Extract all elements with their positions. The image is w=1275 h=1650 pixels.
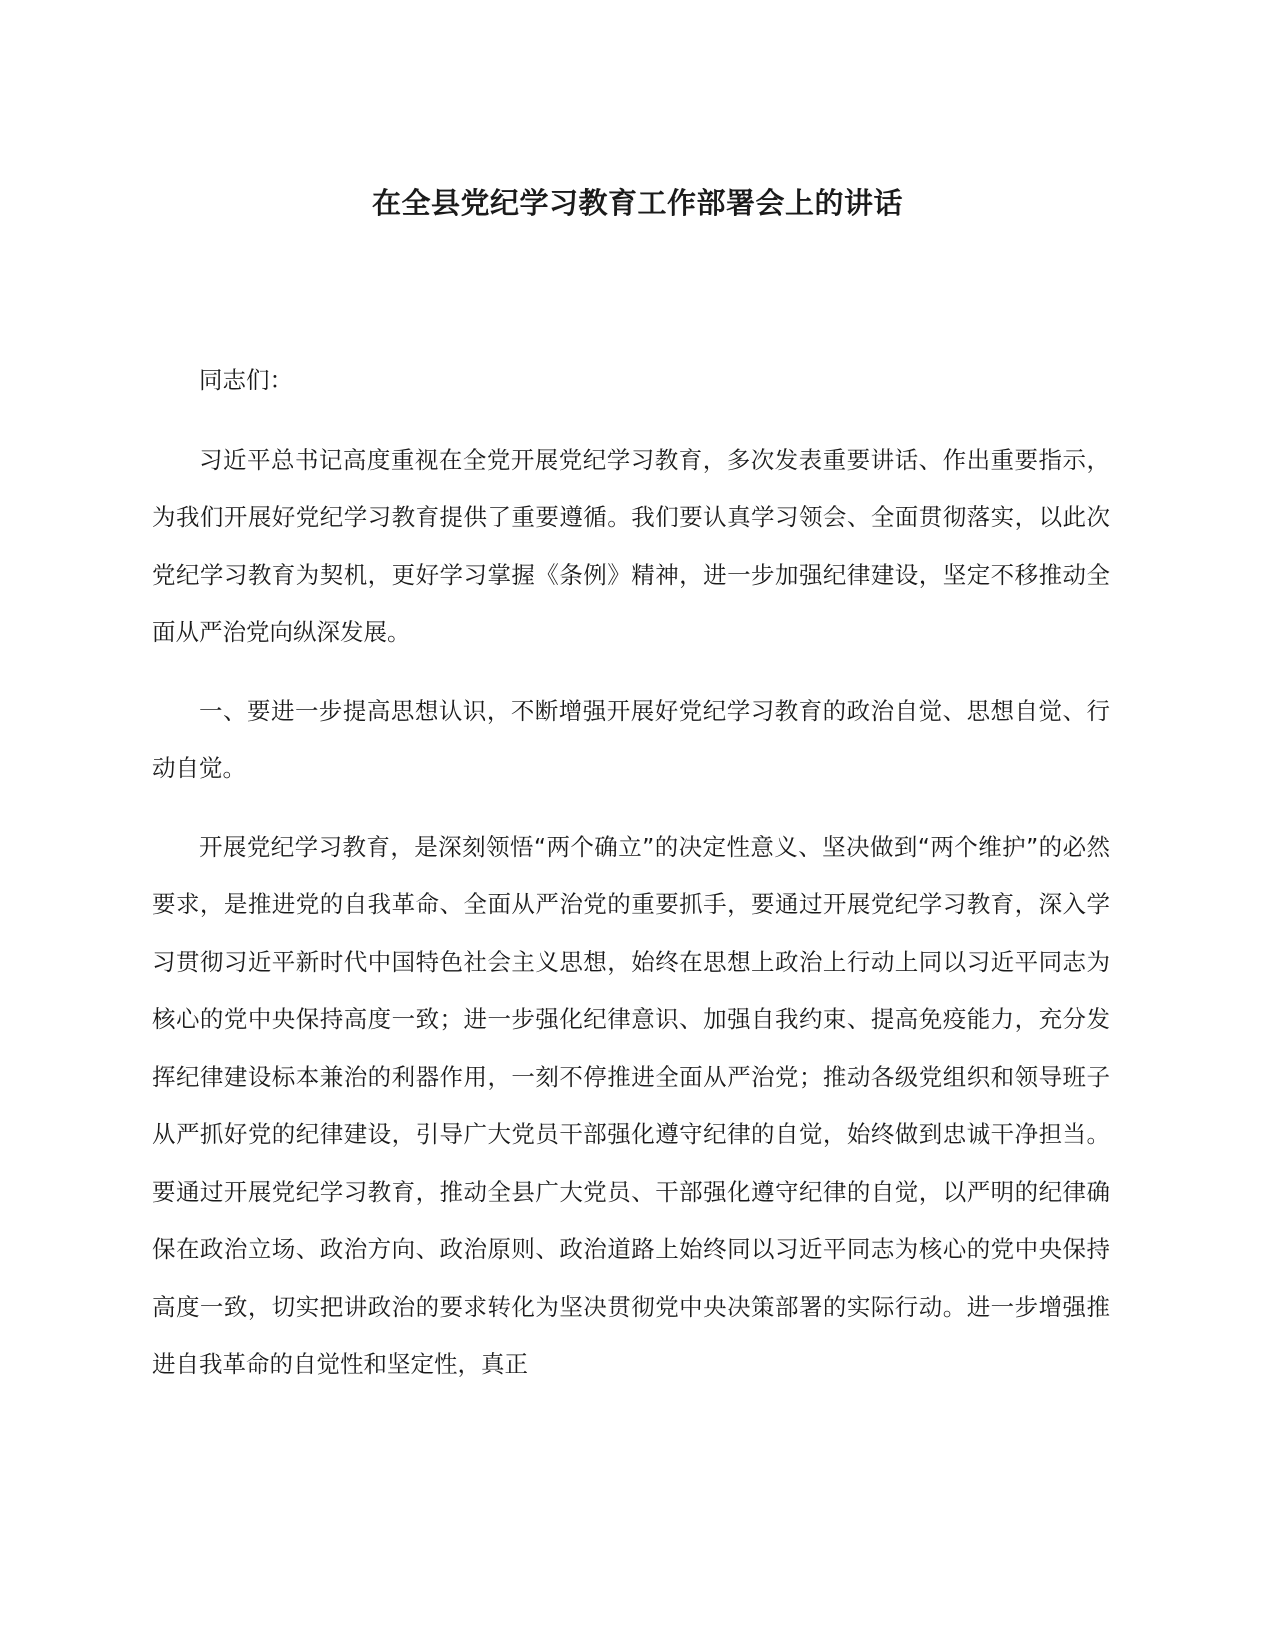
intro-paragraph: 习近平总书记高度重视在全党开展党纪学习教育，多次发表重要讲话、作出重要指示，为我们开展好党纪学习教育提供了重要遵循。我们要认真学习领会、全面贯彻落实，以此次党纪学习教育为契机，更好学习掌握《条例》精神，进一步加强纪律建设，坚定不移推动全面从严治党向纵深发展。 (152, 445, 1110, 646)
section-one-heading: 一、要进一步提高思想认识，不断增强开展好党纪学习教育的政治自觉、思想自觉、行动自觉。 (152, 696, 1110, 782)
salutation-paragraph: 同志们： (199, 366, 293, 394)
body-paragraph: 开展党纪学习教育，是深刻领悟“两个确立”的决定性意义、坚决做到“两个维护”的必然要求，是推进党的自我革命、全面从严治党的重要抓手，要通过开展党纪学习教育，深入学习贯彻习近平新时代中国特色社会主义思想，始终在思想上政治上行动上同以习近平同志为核心的党中央保持高度一致；进一步强化纪律意识、加强自我约束、提高免疫能力，充分发挥纪律建设标本兼治的利器作用，一刻不停推进全面从严治党；推动各级党组织和领导班子从严抓好党的纪律建设，引导广大党员干部强化遵守纪律的自觉，始终做到忠诚干净担当。要通过开展党纪学习教育，推动全县广大党员、干部强化遵守纪律的自觉，以严明的纪律确保在政治立场、政治方向、政治原则、政治道路上始终同以习近平同志为核心的党中央保持高度一致，切实把讲政治的要求转化为坚决贯彻党中央决策部署的实际行动。进一步增强推进自我革命的自觉性和坚定性，真正 (152, 832, 1110, 1378)
document-title: 在全县党纪学习教育工作部署会上的讲话 (371, 186, 903, 220)
document-body (152, 352, 1110, 1415)
